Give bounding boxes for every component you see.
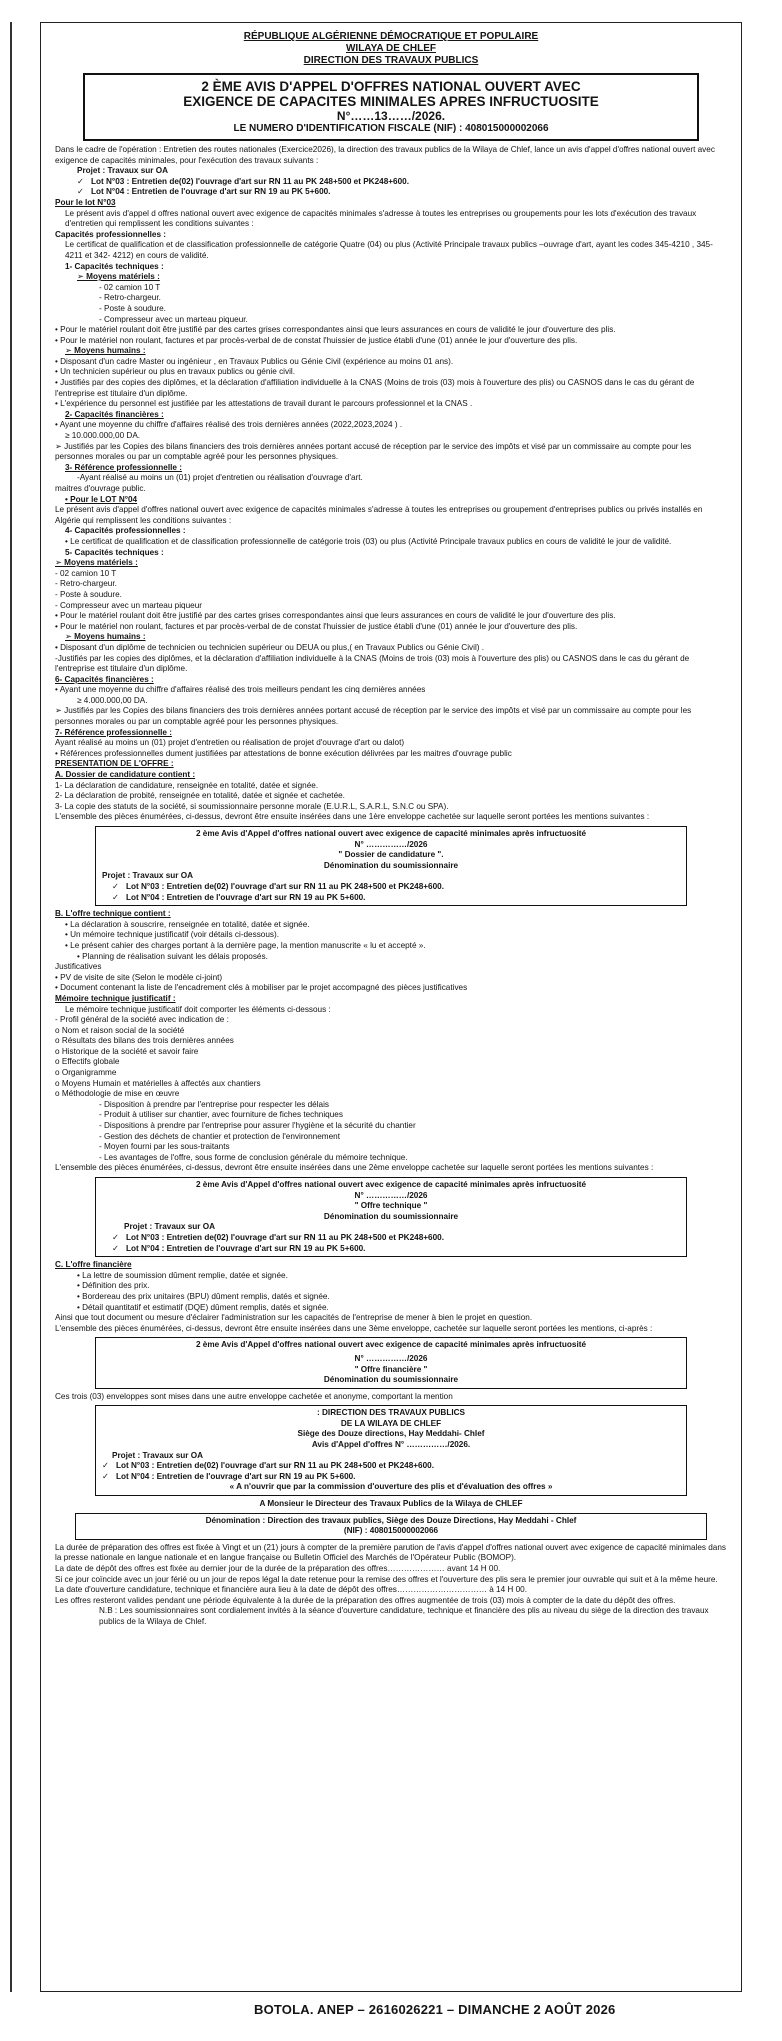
text-line: - Gestion des déchets de chantier et protection de l'environnement: [99, 1131, 340, 1141]
text-line: o Organigramme: [55, 1068, 117, 1078]
text-line: • La déclaration à souscrire, renseignée en totalité, datée et signée.: [65, 919, 310, 929]
text-line: 6- Capacités financières :: [55, 674, 154, 684]
text-line: 3- La copie des statuts de la société, si soumissionnaire personne morale (E.U.R.L, S.A.R.L, S.N.C ou SPA).: [55, 801, 449, 811]
text-line: • Disposant d'un cadre Master ou ingénieur , en Travaux Publics ou Génie Civil (expérience au moins 01 ans).: [55, 356, 454, 366]
text-line: - Profil général de la société avec indication de :: [55, 1015, 229, 1025]
text-line: • Le certificat de qualification et de classification professionnelle de catégorie trois (03) ou plus (Activité Principale travaux publics en cours de validité le jour de validité.: [65, 536, 672, 546]
text-line: Pour le lot N°03: [55, 197, 116, 207]
text-line: L'ensemble des pièces énumérées, ci-dessus, devront être ensuite insérées dans une 2ème enveloppe cachetée sur laquelle seront portées les mentions suivantes :: [55, 1163, 654, 1173]
box-lot-03: ✓ Lot N°03 : Entretien de(02) l'ouvrage d'art sur RN 11 au PK 248+500 et PK248+600.: [102, 1461, 680, 1472]
envelope-box-technique: [95, 1177, 687, 1257]
text-line: Dans le cadre de l'opération : Entretien des routes nationales (Exercice2026), la direction des travaux publics de la Wilaya de Chlef, lance un avis d'appel d'offres national ouvert avec exigence de capacités minimales, pour l'exécution des travaux suivants :: [55, 145, 715, 165]
text-line: o Résultats des bilans des trois dernières années: [55, 1036, 234, 1046]
header-direction: DIRECTION DES TRAVAUX PUBLICS: [303, 55, 479, 66]
text-line: Ayant réalisé au moins un (01) projet d'entretien ou réalisation de projet d'ouvrage d'art ou dalot): [55, 738, 405, 748]
box-lot-04: ✓ Lot N°04 : Entretien de l'ouvrage d'art sur RN 19 au PK 5+600.: [102, 1472, 680, 1483]
text-line: • Bordereau des prix unitaires (BPU) dûment remplis, datés et signée.: [77, 1291, 330, 1301]
box-number: N° ……………/2026: [354, 1353, 428, 1363]
text-line: • Pour le matériel non roulant, factures et par procès-verbal de de constat l'huissier de justice établi d'une (01) année le jour d'ouverture des plis.: [55, 621, 578, 631]
text-line: ➢ Moyens humains :: [65, 346, 146, 356]
box-label: " Dossier de candidature ".: [338, 850, 444, 860]
header-republic: RÉPUBLIQUE ALGÉRIENNE DÉMOCRATIQUE ET POPULAIRE: [243, 31, 539, 42]
text-line: ≥ 4.000.000,00 DA.: [77, 695, 148, 705]
text-line: - Compresseur avec un marteau piqueur.: [99, 314, 248, 324]
announcement-document: [40, 22, 742, 1992]
text-line: • La lettre de soumission dûment remplie, datée et signée.: [77, 1270, 288, 1280]
text-line: ✓ Lot N°03 : Entretien de(02) l'ouvrage d'art sur RN 11 au PK 248+500 et PK248+600.: [55, 177, 727, 188]
text-line: 2- Capacités financières :: [65, 409, 164, 419]
text-line: Le certificat de qualification et de classification professionnelle de catégorie Quatre (04) ou plus (Activité Principale travaux publics –ouvrage d'art, ayant les codes 345-4210 , 345-4211 et 342- 4212) en cours de validité.: [65, 240, 713, 260]
text-line: ➢ Moyens humains :: [65, 632, 146, 642]
header-wilaya: WILAYA DE CHLEF: [345, 43, 436, 54]
text-line: • Document contenant la liste de l'encadrement clés à mobiliser par le projet accompagné des pièces justificatives: [55, 983, 468, 993]
text-line: 5- Capacités techniques :: [65, 547, 164, 557]
section-offre-financiere: [55, 1260, 727, 1334]
text-line: Les offres resteront valides pendant une période équivalente à la durée de la préparation des offres augmentée de trois (03) mois à compter de la date du dépôt des offres.: [55, 1595, 676, 1605]
text-line: • Détail quantitatif et estimatif (DQE) dûment remplis, datés et signée.: [77, 1302, 329, 1312]
text-line: 7- Référence professionnelle :: [55, 727, 172, 737]
text-line: • Le présent cahier des charges portant à la dernière page, la mention manuscrite « lu et accepté ».: [65, 940, 426, 950]
text-line: La date d'ouverture candidature, technique et financière aura lieu à la date de dépôt des offres…………………………… à 14 H 00.: [55, 1585, 528, 1595]
text-line: - 02 camion 10 T: [55, 568, 117, 578]
text-line: • Planning de réalisation suivant les délais proposés.: [77, 951, 268, 961]
section-envelope-note: [55, 1392, 727, 1403]
text-line: • PV de visite de site (Selon le modèle ci-joint): [55, 972, 223, 982]
text-line: Mémoire technique justificatif :: [55, 993, 176, 1003]
box-denomination: Dénomination du soumissionnaire: [323, 1211, 459, 1221]
text-line: 1- La déclaration de candidature, renseignée en totalité, datée et signée.: [55, 780, 319, 790]
text-line: Le mémoire technique justificatif doit comporter les éléments ci-dessous :: [65, 1004, 331, 1014]
text-line: ➢ Justifiés par les Copies des bilans financiers des trois dernières années portant accusé de réception par le service des impôts et visé par un commissaire au compte pour les personnes morales ou par un comptable agréé pour les personnes physiques.: [55, 441, 692, 462]
document-body: [55, 145, 727, 1628]
text-line: Le présent avis d'appel d'offres national ouvert avec exigence de capacités minimales s'adresse à toutes les entreprises ou groupement d'entreprises publics ou privés installés en Algérie qui remplissent les conditions suivantes :: [55, 505, 703, 525]
text-line: • Justifiés par des copies des diplômes, et la déclaration d'affiliation individuelle à la CNAS (Moins de trois (03) mois à l'ouverture des plis) ou CASNOS dans le cas du gérant de l'entreprise est titulaire d'un diplôme.: [55, 378, 695, 398]
envelope-box-candidature: [95, 826, 687, 906]
text-line: - Poste à soudure.: [99, 303, 166, 313]
box-number: N° ……………/2026: [354, 839, 428, 849]
text-line: Si ce jour coïncide avec un jour férié ou un jour de repos légal la date retenue pour la remise des offres et l'ouverture des plis sera le premier jour ouvrable qui suit et à la même heure.: [55, 1574, 718, 1584]
text-line: ➢ Justifiés par les Copies des bilans financiers des trois dernières années portant accusé de réception par le service des impôts et visé par un commissaire au compte pour les personnes morales ou par un comptable agréé pour les personnes physiques.: [55, 706, 692, 727]
text-line: - Les avantages de l'offre, sous forme de conclusion générale du mémoire technique.: [99, 1152, 408, 1162]
text-line: ≥ 10.000.000,00 DA.: [65, 431, 141, 441]
box-heading: 2 ème Avis d'Appel d'offres national ouvert avec exigence de capacité minimales après infructuosité: [195, 829, 587, 838]
text-line: A. Dossier de candidature contient :: [55, 770, 196, 780]
text-line: • Un mémoire technique justificatif (voir détails ci-dessous).: [65, 930, 280, 940]
text-line: • Ayant une moyenne du chiffre d'affaires réalisé des trois dernières années (2022,2023,2024 ) .: [55, 420, 403, 430]
text-line: • Pour le matériel non roulant, factures et par procès-verbal de de constat l'huissier de justice établi d'une (01) année le jour d'ouverture des plis.: [55, 335, 578, 345]
section-offre-technique: [55, 909, 727, 1174]
box-lot-03: ✓ Lot N°03 : Entretien de(02) l'ouvrage d'art sur RN 11 au PK 248+500 et PK248+600.: [102, 1233, 680, 1244]
text-line: - Retro-chargeur.: [99, 293, 161, 303]
denomination-text: Dénomination : Direction des travaux publics, Siège des Douze Directions, Hay Meddahi - Chlef: [205, 1515, 577, 1525]
text-line: • Définition des prix.: [77, 1281, 150, 1291]
text-line: o Nom et raison social de la société: [55, 1025, 185, 1035]
text-line: - 02 camion 10 T: [99, 282, 161, 292]
publication-footer: BOTOLA. ANEP – 2616026221 – DIMANCHE 2 AOÛT 2026: [254, 2002, 616, 2017]
box-denomination: Dénomination du soumissionnaire: [323, 1375, 459, 1385]
envelope-box-outer: [95, 1405, 687, 1496]
text-line: o Méthodologie de mise en œuvre: [55, 1089, 180, 1099]
box-ouverture-note: « A n'ouvrir que par la commission d'ouverture des plis et d'évaluation des offres »: [229, 1482, 553, 1492]
text-line: 4- Capacités professionnelles :: [65, 526, 186, 536]
text-line: C. L'offre financière: [55, 1260, 132, 1270]
text-line: maitres d'ouvrage public.: [55, 484, 146, 493]
title-nif: LE NUMERO D'IDENTIFICATION FISCALE (NIF) : 408015000002066: [233, 123, 549, 134]
box-lot-04: ✓ Lot N°04 : Entretien de l'ouvrage d'art sur RN 19 au PK 5+600.: [102, 893, 680, 904]
text-line: PRESENTATION DE L'OFFRE :: [55, 759, 174, 769]
text-line: ✓ Lot N°04 : Entretien de l'ouvrage d'art sur RN 19 au PK 5+600.: [55, 187, 727, 198]
section-addressee: [55, 1499, 727, 1510]
text-line: - Disposition à prendre par l'entreprise pour respecter les délais: [99, 1099, 330, 1109]
text-line: 2- La déclaration de probité, renseignée en totalité, datée et signée et cachetée.: [55, 791, 345, 801]
box-direction: : DIRECTION DES TRAVAUX PUBLICS: [317, 1408, 465, 1418]
text-line: 1- Capacités techniques :: [65, 261, 164, 271]
text-line: 3- Référence professionnelle :: [65, 462, 182, 472]
title-box: [83, 73, 699, 141]
text-line: - Poste à soudure.: [55, 589, 122, 599]
text-line: A Monsieur le Directeur des Travaux Publics de la Wilaya de CHLEF: [259, 1499, 523, 1509]
text-line: • Références professionnelles dument justifiées par attestations de bonne exécution délivrées par les maitres d'ouvrage public: [55, 748, 512, 758]
section-conditions: [55, 145, 727, 823]
text-line: - Moyen fourni par les sous-traitants: [99, 1142, 230, 1152]
envelope-box-financiere: [95, 1337, 687, 1388]
text-line: B. L'offre technique contient :: [55, 909, 171, 919]
text-line: • Pour le matériel roulant doit être justifié par des cartes grises correspondantes ainsi que leurs assurances en cours de validité le jour d'ouverture des plis.: [55, 611, 616, 621]
text-line: - Compresseur avec un marteau piqueur: [55, 600, 202, 610]
text-line: L'ensemble des pièces énumérées, ci-dessus, devront être ensuite insérées dans une 3ème enveloppe, cachetée sur laquelle seront portées les mentions, ci-après :: [55, 1323, 653, 1333]
box-projet: Projet : Travaux sur OA: [102, 871, 194, 881]
text-line: L'ensemble des pièces énumérées, ci-dessus, devront être ensuite insérées dans une 1ère enveloppe cachetée sur laquelle seront portées les mentions suivantes :: [55, 812, 650, 822]
box-label: " Offre financière ": [354, 1364, 428, 1374]
title-line-2: EXIGENCE DE CAPACITES MINIMALES APRES INFRUCTUOSITE: [183, 94, 599, 109]
box-lot-03: ✓ Lot N°03 : Entretien de(02) l'ouvrage d'art sur RN 11 au PK 248+500 et PK248+600.: [102, 882, 680, 893]
text-line: ➢ Moyens matériels :: [55, 558, 138, 568]
text-line: - Dispositions à prendre par l'entreprise pour assurer l'hygiène et la sécurité du chantier: [99, 1121, 416, 1131]
text-line: -Justifiés par les copies des diplômes, et la déclaration d'affiliation individuelle à la CNAS (Moins de trois (03) mois à l'ouverture des plis) ou CASNOS dans le cas du gérant de l'entreprise est titulaire d'un diplôme.: [55, 653, 690, 674]
box-avis: Avis d'Appel d'offres N° ……………/2026.: [311, 1440, 471, 1450]
denomination-nif: (NIF) : 408015000002066: [343, 1526, 439, 1536]
text-line: • L'expérience du personnel est justifiée par les attestations de travail durant le parcours professionnel et la CNAS .: [55, 399, 473, 409]
box-heading: 2 ème Avis d'Appel d'offres national ouvert avec exigence de capacité minimales après infructuosité: [195, 1180, 587, 1189]
box-number: N° ……………/2026: [354, 1190, 428, 1200]
text-line: La durée de préparation des offres est fixée à Vingt et un (21) jours à compter de la première parution de l'avis d'appel d'offres national ouvert avec exigence de capacité minimales dans la presse nationale en langue nationale et en langue française ou Bulletin Officiel des Marchés de l'Opérateur Public (BOMOP).: [55, 1542, 727, 1563]
text-line: • Pour le matériel roulant doit être justifié par des cartes grises correspondantes ainsi que leurs assurances en cours de validité le jour d'ouverture des plis.: [55, 325, 616, 335]
text-line: • Disposant d'un diplôme de technicien ou technicien supérieur ou DEUA ou plus,( en Travaux Publics ou Génie Civil) .: [55, 642, 485, 652]
text-line: ➢ Moyens matériels :: [77, 272, 160, 282]
text-line: Projet : Travaux sur OA: [77, 166, 169, 176]
text-line: -Ayant réalisé au moins un (01) projet d'entretien ou réalisation d'ouvrage d'art.: [77, 473, 363, 483]
text-line: Ainsi que tout document ou mesure d'éclairer l'administration sur les capacités de l'entreprise de mener à bien le projet en question.: [55, 1313, 533, 1323]
box-heading: 2 ème Avis d'Appel d'offres national ouvert avec exigence de capacité minimales après infructuosité: [195, 1340, 587, 1350]
box-lot-04: ✓ Lot N°04 : Entretien de l'ouvrage d'art sur RN 19 au PK 5+600.: [102, 1244, 680, 1255]
box-wilaya: DE LA WILAYA DE CHLEF: [340, 1418, 442, 1428]
text-line: • Ayant une moyenne du chiffre d'affaires réalisé des trois meilleurs pendant les cinq dernières années: [55, 685, 426, 695]
text-line: - Retro-chargeur.: [55, 579, 117, 589]
text-line: Justificatives: [55, 962, 102, 972]
text-line: - Produit à utiliser sur chantier, avec fourniture de fiches techniques: [99, 1110, 343, 1120]
text-line: o Effectifs globale: [55, 1057, 120, 1067]
box-projet: Projet : Travaux sur OA: [124, 1222, 216, 1232]
text-line: Ces trois (03) enveloppes sont mises dans une autre enveloppe cachetée et anonyme, comportant la mention: [55, 1391, 453, 1401]
text-line: N.B : Les soumissionnaires sont cordialement invités à la séance d'ouverture candidature, technique et financière des plis au niveau du siège de la direction des travaux publics de la Wilaya de Chlef.: [99, 1606, 709, 1626]
title-number: N°……13……/2026.: [336, 109, 446, 123]
text-line: • Pour le LOT N°04: [65, 494, 138, 504]
page-edge-rule: [10, 22, 12, 1992]
box-denomination: Dénomination du soumissionnaire: [323, 860, 459, 870]
text-line: Le présent avis d'appel d offres national ouvert avec exigence de capacités minimales s'adresse à toutes les entreprises ou groupements pour les lots d'exécution des travaux d'entretien qui remplissent les conditions suivantes :: [65, 208, 697, 229]
box-label: " Offre technique ": [354, 1201, 428, 1211]
text-line: • Un technicien supérieur ou plus en travaux publics ou génie civil.: [55, 367, 295, 377]
title-line-1: 2 ÈME AVIS D'APPEL D'OFFRES NATIONAL OUVERT AVEC: [201, 79, 581, 94]
box-siege: Siège des Douze directions, Hay Meddahi- Chlef: [297, 1429, 485, 1439]
denomination-box: [75, 1513, 707, 1540]
text-line: La date de dépôt des offres est fixée au dernier jour de la durée de la préparation des offres………………… avant 14 H 00.: [55, 1564, 501, 1573]
text-line: Capacités professionnelles :: [55, 229, 167, 239]
section-deadlines: [55, 1543, 727, 1628]
box-projet: Projet : Travaux sur OA: [112, 1450, 204, 1460]
text-line: o Historique de la société et savoir faire: [55, 1046, 199, 1056]
text-line: o Moyens Humain et matérielles à affectés aux chantiers: [55, 1078, 261, 1088]
